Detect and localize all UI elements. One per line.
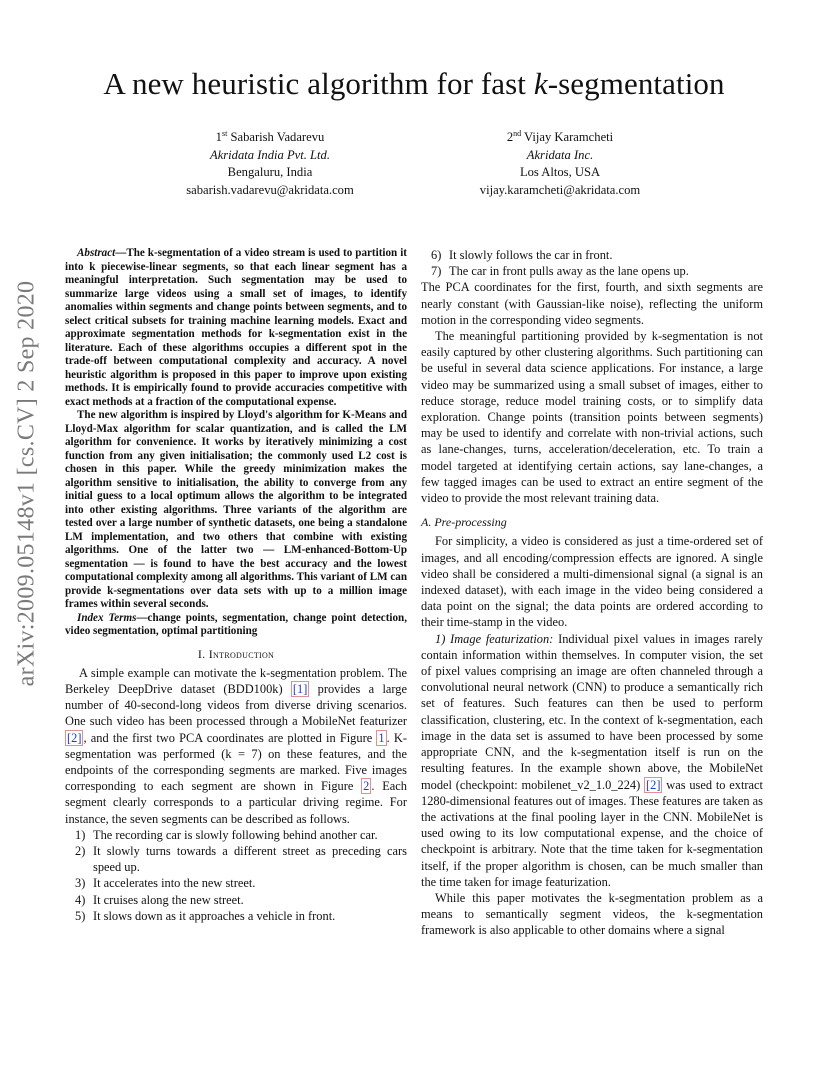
- author-email: sabarish.vadarevu@akridata.com: [186, 182, 354, 197]
- citation-link[interactable]: [2]: [67, 730, 82, 745]
- intro-para-2: The PCA coordinates for the first, fourth, and sixth segments are nearly constant (with Gaussian-like noise), reflecting the uniform motion in the corresponding video segments.: [421, 280, 763, 327]
- subsection-heading-preprocessing: A. Pre-processing: [421, 515, 507, 530]
- intro-para-1: A simple example can motivate the k-segmentation problem. The Berkeley DeepDrive dataset (BDD100k) [1] provides a large number of 40-second-long videos from diverse driving scenarios. One such video has been processed through a MobileNet featurizer [2] , and the first two PCA coordinates are plotted in Figure 1 . K-segmentation was performed (k = 7) on these features, and the endpoints of the corresponding segments are marked. Five images corresponding to each segment are shown in Figure 2 . Each segment clearly corresponds to a particular driving regime. For instance, the seven segments can be described as follows.: [65, 665, 407, 826]
- paper-title: A new heuristic algorithm for fast k-segmentation: [103, 66, 725, 101]
- list-item: 3) It accelerates into the new street.: [75, 876, 256, 891]
- figure-ref-link[interactable]: 2: [363, 779, 370, 794]
- list-item: 7) The car in front pulls away as the lane opens up.: [431, 264, 689, 279]
- arxiv-watermark: arXiv:2009.05148v1 [cs.CV] 2 Sep 2020: [13, 280, 40, 686]
- list-item: 6) It slowly follows the car in front.: [431, 248, 613, 262]
- preproc-para-3: While this paper motivates the k-segmentation problem as a means to semantically segment videos, the k-segmentation framework is also applicable to other domains where a signal: [421, 890, 763, 938]
- abstract-para-1: Abstract—The k-segmentation of a video stream is used to partition it into k piecewise-linear segments, so that each linear segment has a meaningful interpretation. Such segmentation may be used to summarize large videos using a small set of images, to identify anomalies within segments and change points between segments, and to select critical subsets for training machine learning models. Exact and approximate segmentation methods for k-segmentation exist in the literature. Each of these algorithms occupies a different spot in the trade-off between computational complexity and accuracy. A novel heuristic algorithm is proposed in this paper to improve upon existing methods. It is empirically found to provide accuracies competitive with exact methods at a fraction of the computational expense.: [65, 247, 407, 408]
- list-item: 2) It slowly turns towards a different street as preceding cars speed up.: [75, 843, 407, 875]
- list-item: 5) It slows down as it approaches a vehicle in front.: [75, 908, 336, 923]
- author-affiliation: Akridata Inc.: [526, 147, 594, 162]
- preproc-para-2: 1) Image featurization: Individual pixel values in images rarely contain information within themselves. In computer vision, the set of pixel values comprising an image are often channeled through a convolutional neural network (CNN) to produce a semantically rich set of features. Such features can then be used to perform classification, clustering, etc. In the context of k-segmentation, each image in the data set is assumed to have been processed by some appropriate CNN, and the k-segmentation itself is run on the resulting features. In the example shown above, the MobileNet model (checkpoint: mobilenet_v2_1.0_224) [2] was used to extract 1280-dimensional features out of images. These features are taken as the activations at the final pooling layer in the CNN. MobileNet is used owing to its low computational expense, and the choice of checkpoint is arbitrary. Note that the time taken for k-segmentation itself, if the proper algorithm is chosen, can be much smaller than the time taken for image featurization.: [421, 631, 764, 889]
- author-email: vijay.karamcheti@akridata.com: [479, 182, 641, 197]
- citation-link[interactable]: [1]: [292, 681, 308, 696]
- author-location: Los Altos, USA: [519, 165, 601, 180]
- index-terms: Index Terms—change points, segmentation, change point detection, video segmentation, optimal partitioning: [65, 611, 407, 637]
- segment-list-continued: [421, 247, 763, 279]
- author-block-2: [410, 125, 710, 199]
- preproc-para-1: For simplicity, a video is considered as just a time-ordered set of images, and all encoding/compression effects are ignored. A single video shall be considered a multi-dimensional signal (a signal is an indexed dataset), with each image in the video being considered a data point on the signal; the data points are ordered according to their time-stamp in the video.: [421, 534, 763, 630]
- author-affiliation: Akridata India Pvt. Ltd.: [210, 147, 330, 162]
- section-heading-introduction: I. Introduction: [197, 646, 275, 661]
- author-block-1: [120, 125, 420, 199]
- left-column: [65, 247, 407, 924]
- segment-list: [65, 827, 407, 924]
- right-column: [421, 247, 763, 939]
- figure-ref-link[interactable]: 1: [378, 730, 385, 745]
- author-location: Bengaluru, India: [227, 165, 313, 180]
- list-item: 4) It cruises along the new street.: [75, 892, 244, 907]
- author-name: 1st Sabarish Vadarevu: [215, 129, 325, 145]
- list-item: 1) The recording car is slowly following behind another car.: [75, 827, 378, 842]
- abstract: [65, 247, 407, 639]
- abstract-para-2: The new algorithm is inspired by Lloyd's algorithm for K-Means and Lloyd-Max algorithm for scalar quantization, and is called the LM algorithm for convenience. It works by iteratively minimizing a cost function from any given initialisation; the commonly used L2 cost is chosen in this paper. While the greedy minimization makes the algorithm sensitive to initialisation, the ability to converge from any initial guess to a local optimum allows the algorithm to be integrated into other existing algorithms. Three variants of the algorithm are tested over a large number of synthetic datasets, one being a standalone LM implementation, and two others that combine with existing algorithms. One of the latter two — LM-enhanced-Bottom-Up segmentation — is found to have the best accuracy and the lowest computational complexity among all algorithms. This variant of LM can provide k-segmentations over data sets with up to a million image frames within several seconds.: [65, 409, 407, 610]
- intro-para-3: The meaningful partitioning provided by k-segmentation is not easily captured by other clustering algorithms. Such partitioning can be useful in several data science applications. For instance, a large video may be summarized using a small subset of images, either to reduce storage, reduce model training costs, or to simplify data exploration. Change points (transition points between segments) may be used to identify and correlate with non-trivial actions, such as lane-changes, turns, acceleration/deceleration, etc. To train a model targeted at identifying certain actions, say lane-changes, a few tagged images can be used to extract an entire segment of the video to provide the most relevant training data.: [421, 329, 763, 506]
- author-name: 2nd Vijay Karamcheti: [506, 129, 614, 145]
- citation-link[interactable]: [2]: [646, 777, 661, 792]
